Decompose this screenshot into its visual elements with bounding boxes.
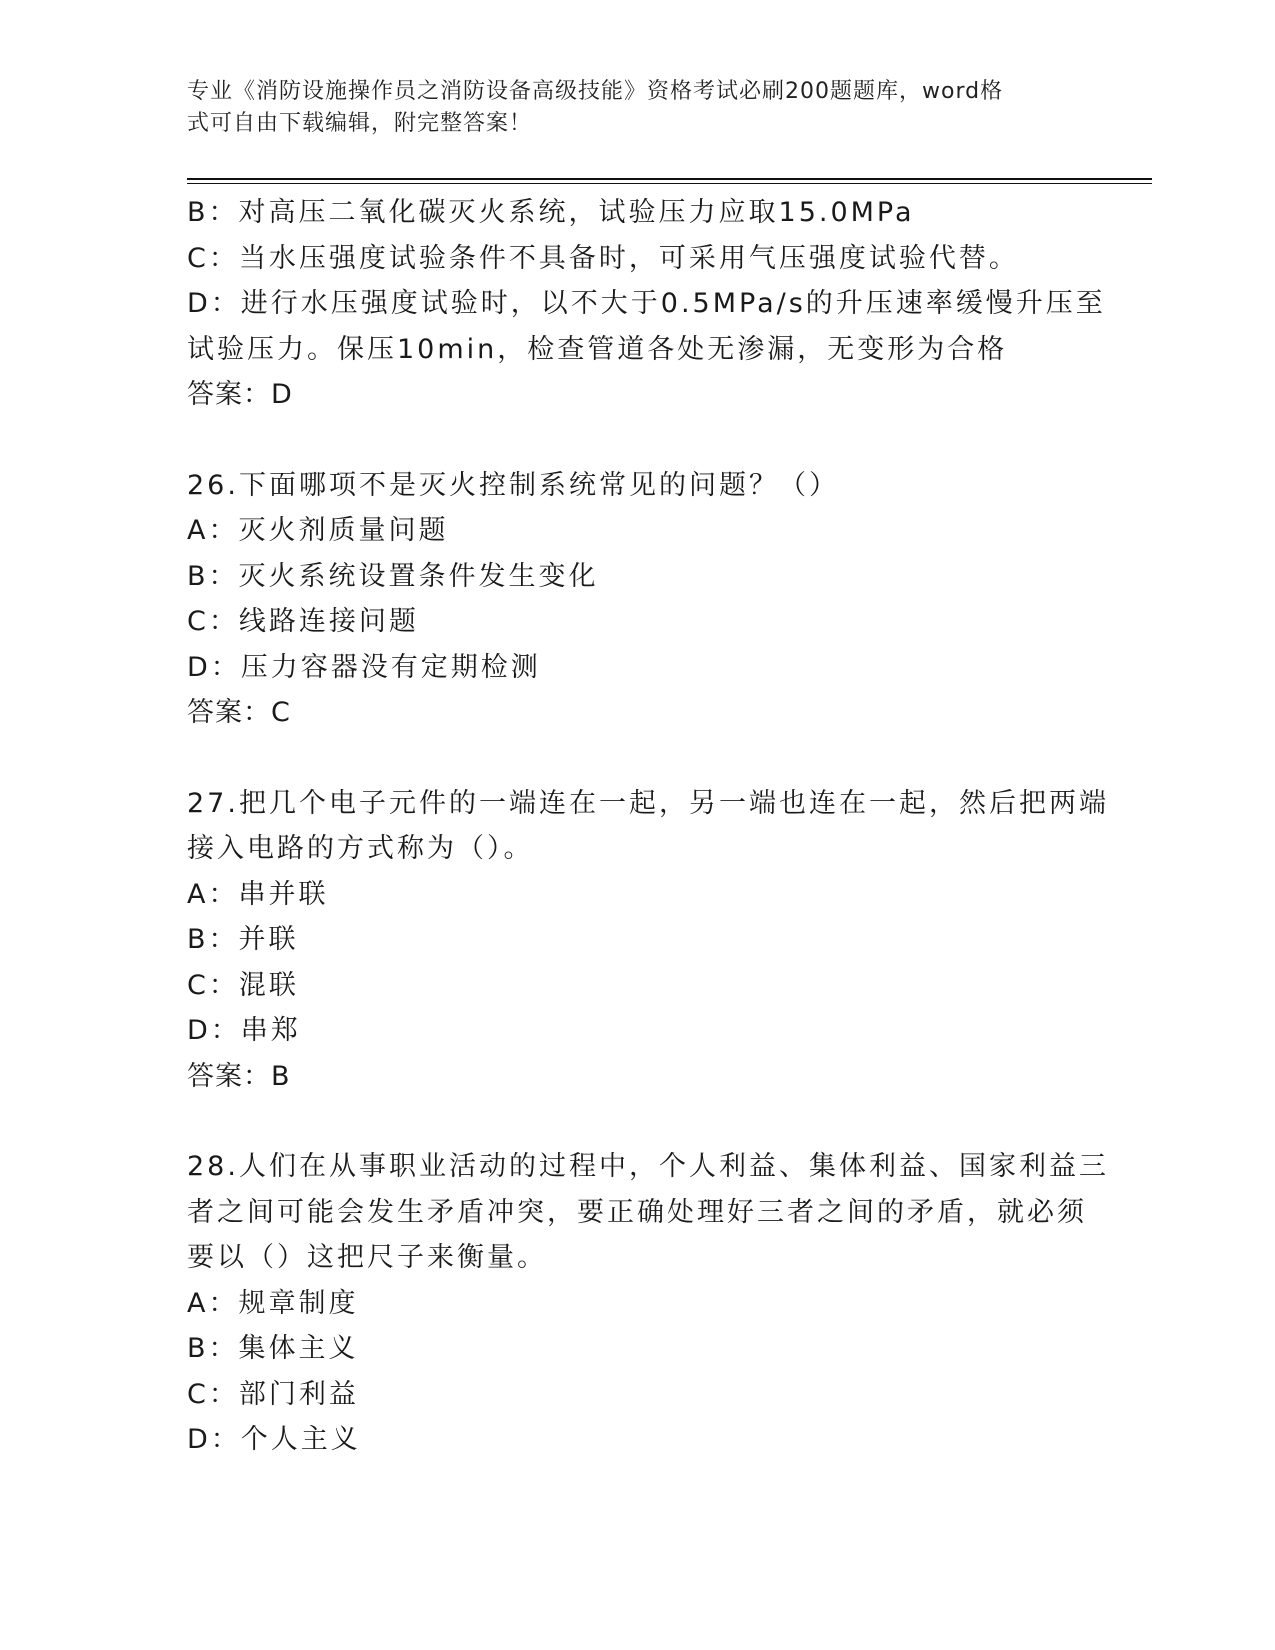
option-b: B：并联 (187, 924, 299, 955)
document-body (187, 190, 1109, 1463)
spacer (187, 1099, 1087, 1144)
option-c: C：部门利益 (187, 1378, 359, 1410)
header-divider-thick (187, 178, 1152, 180)
option-d: D：个人主义 (187, 1424, 361, 1455)
header-line-1: 专业《消防设施操作员之消防设备高级技能》资格考试必刷200题题库，word格 (187, 79, 1004, 104)
option-c: C：当水压强度试验条件不具备时，可采用气压强度试验代替。 (187, 242, 1019, 274)
question-stem-line-2: 者之间可能会发生矛盾冲突，要正确处理好三者之间的矛盾，就必须 (187, 1196, 1087, 1228)
option-a: A：灭火剂质量问题 (187, 515, 449, 546)
option-d: D：串郑 (187, 1015, 301, 1046)
spacer (187, 736, 1087, 781)
option-b: B：灭火系统设置条件发生变化 (187, 560, 599, 592)
option-a: A：规章制度 (187, 1287, 359, 1319)
question-28 (187, 1144, 1109, 1463)
option-b: B：对高压二氧化碳灭火系统，试验压力应取15.0MPa (187, 197, 915, 228)
question-stem-line-1: 27.把几个电子元件的一端连在一起，另一端也连在一起，然后把两端 (187, 787, 1109, 819)
question-27 (187, 781, 1109, 1100)
header-line-2: 式可自由下载编辑，附完整答案！ (187, 111, 533, 136)
option-b: B：集体主义 (187, 1333, 359, 1364)
spacer (187, 418, 1087, 463)
option-c: C：混联 (187, 969, 299, 1001)
question-stem: 26.下面哪项不是灭火控制系统常见的问题？（） (187, 469, 839, 501)
question-stem-line-2: 接入电路的方式称为（）。 (187, 833, 534, 864)
document-header (187, 76, 1067, 140)
question-26 (187, 463, 1087, 736)
question-25-tail (187, 190, 1106, 418)
answer: 答案：B (187, 1060, 291, 1092)
answer: 答案：D (187, 379, 293, 410)
question-stem-line-1: 28.人们在从事职业活动的过程中，个人利益、集体利益、国家利益三 (187, 1151, 1109, 1182)
option-d: D：压力容器没有定期检测 (187, 651, 541, 683)
option-d-line-2: 试验压力。保压10min，检查管道各处无渗漏，无变形为合格 (187, 333, 1008, 365)
option-d-line-1: D：进行水压强度试验时，以不大于0.5MPa/s的升压速率缓慢升压至 (187, 288, 1106, 319)
answer: 答案：C (187, 697, 291, 728)
option-c: C：线路连接问题 (187, 606, 419, 637)
header-divider-thin (187, 183, 1152, 184)
option-a: A：串并联 (187, 878, 329, 910)
question-stem-line-3: 要以（）这把尺子来衡量。 (187, 1242, 547, 1273)
